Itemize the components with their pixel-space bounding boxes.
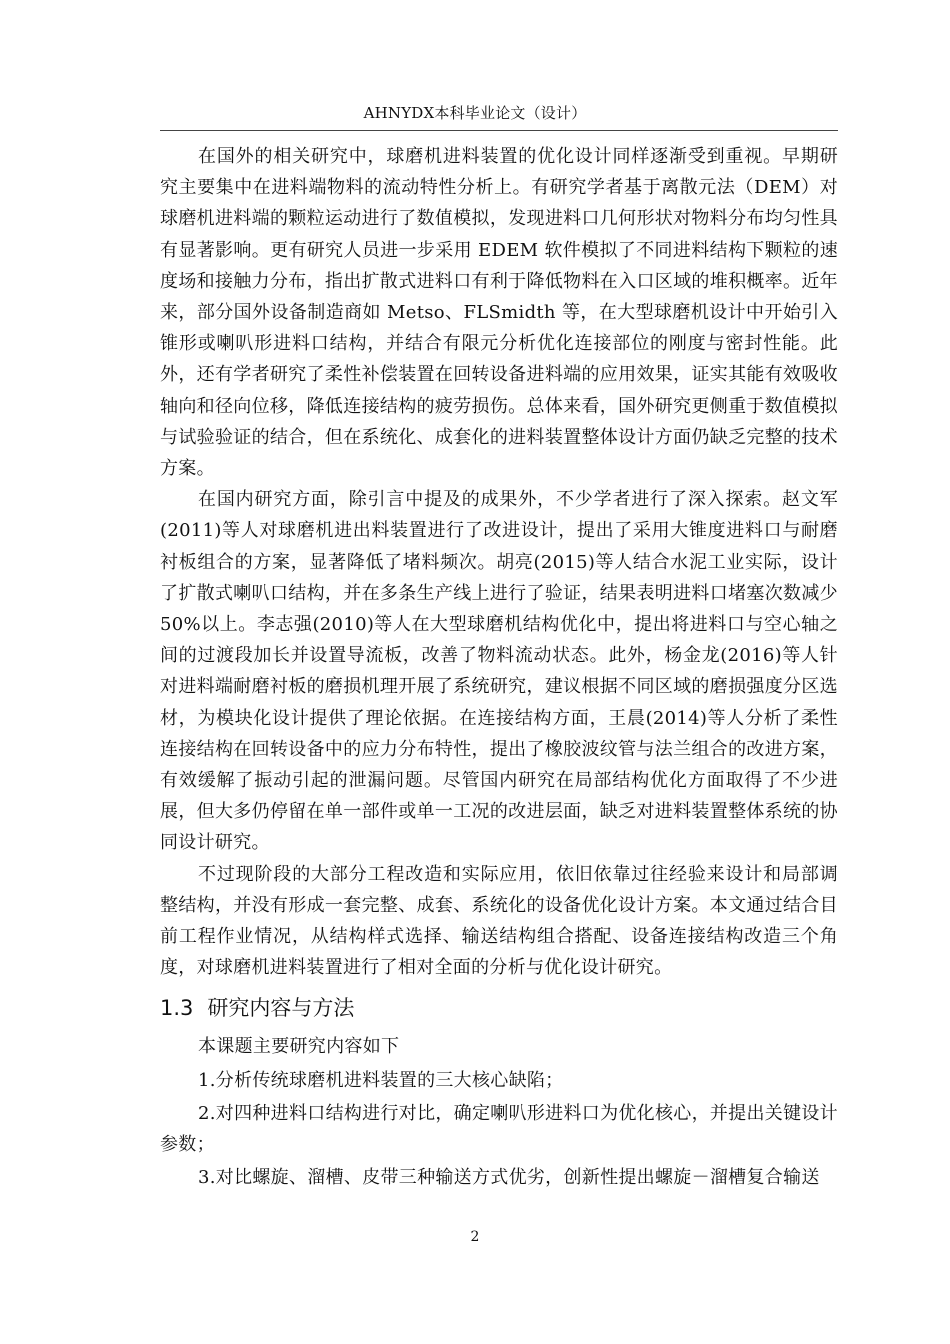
section-number: 1.3 (160, 996, 194, 1021)
content-intro: 本课题主要研究内容如下 (198, 1036, 400, 1058)
page-number: 2 (470, 1229, 480, 1245)
body-text (160, 141, 838, 1194)
running-header: AHNYDX本科毕业论文（设计） (363, 104, 587, 122)
list-item: 2.对四种进料口结构进行对比，确定喇叭形进料口为优化核心，并提出关键设计参数； (160, 1102, 838, 1156)
content-list (160, 1065, 838, 1194)
list-item: 1.分析传统球磨机进料装置的三大核心缺陷； (198, 1069, 564, 1091)
paragraph-foreign-research: 在国外的相关研究中，球磨机进料装置的优化设计同样逐渐受到重视。早期研究主要集中在进料端物料的流动特性分析上。有研究学者基于离散元法（DEM）对球磨机进料端的颗粒运动进行了数值模拟，发现进料口几何形状对物料分布均匀性具有显著影响。更有研究人员进一步采用 EDEM 软件模拟了不同进料结构下颗粒的速度场和接触力分布，指出扩散式进料口有利于降低物料在入口区域的堆积概率。近年来，部分国外设备制造商如 Metso、FLSmidth 等，在大型球磨机设计中开始引入锥形或喇叭形进料口结构，并结合有限元分析优化连接部位的刚度与密封性能。此外，还有学者研究了柔性补偿装置在回转设备进料端的应用效果，证实其能有效吸收轴向和径向位移，降低连接结构的疲劳损伤。总体来看，国外研究更侧重于数值模拟与试验验证的结合，但在系统化、成套化的进料装置整体设计方面仍缺乏完整的技术方案。 (160, 146, 838, 480)
header-rule (160, 130, 838, 131)
paragraph-current-status: 不过现阶段的大部分工程改造和实际应用，依旧依靠过往经验来设计和局部调整结构，并没有形成一套完整、成套、系统化的设备优化设计方案。本文通过结合目前工程作业情况，从结构样式选择、输送结构组合搭配、设备连接结构改造三个角度，对球磨机进料装置进行了相对全面的分析与优化设计研究。 (160, 863, 838, 979)
section-heading (160, 991, 838, 1025)
list-item: 3.对比螺旋、溜槽、皮带三种输送方式优劣，创新性提出螺旋－溜槽复合输送 (198, 1167, 820, 1189)
paragraph-domestic-research: 在国内研究方面，除引言中提及的成果外，不少学者进行了深入探索。赵文军(2011)等人对球磨机进出料装置进行了改进设计，提出了采用大锥度进料口与耐磨衬板组合的方案，显著降低了堵料频次。胡亮(2015)等人结合水泥工业实际，设计了扩散式喇叭口结构，并在多条生产线上进行了验证，结果表明进料口堵塞次数减少 50%以上。李志强(2010)等人在大型球磨机结构优化中，提出将进料口与空心轴之间的过渡段加长并设置导流板，改善了物料流动状态。此外，杨金龙(2016)等人针对进料端耐磨衬板的磨损机理开展了系统研究，建议根据不同区域的磨损强度分区选材，为模块化设计提供了理论依据。在连接结构方面，王晨(2014)等人分析了柔性连接结构在回转设备中的应力分布特性，提出了橡胶波纹管与法兰组合的改进方案，有效缓解了振动引起的泄漏问题。尽管国内研究在局部结构优化方面取得了不少进展，但大多仍停留在单一部件或单一工况的改进层面，缺乏对进料装置整体系统的协同设计研究。 (160, 489, 838, 854)
section-title: 研究内容与方法 (207, 996, 355, 1021)
